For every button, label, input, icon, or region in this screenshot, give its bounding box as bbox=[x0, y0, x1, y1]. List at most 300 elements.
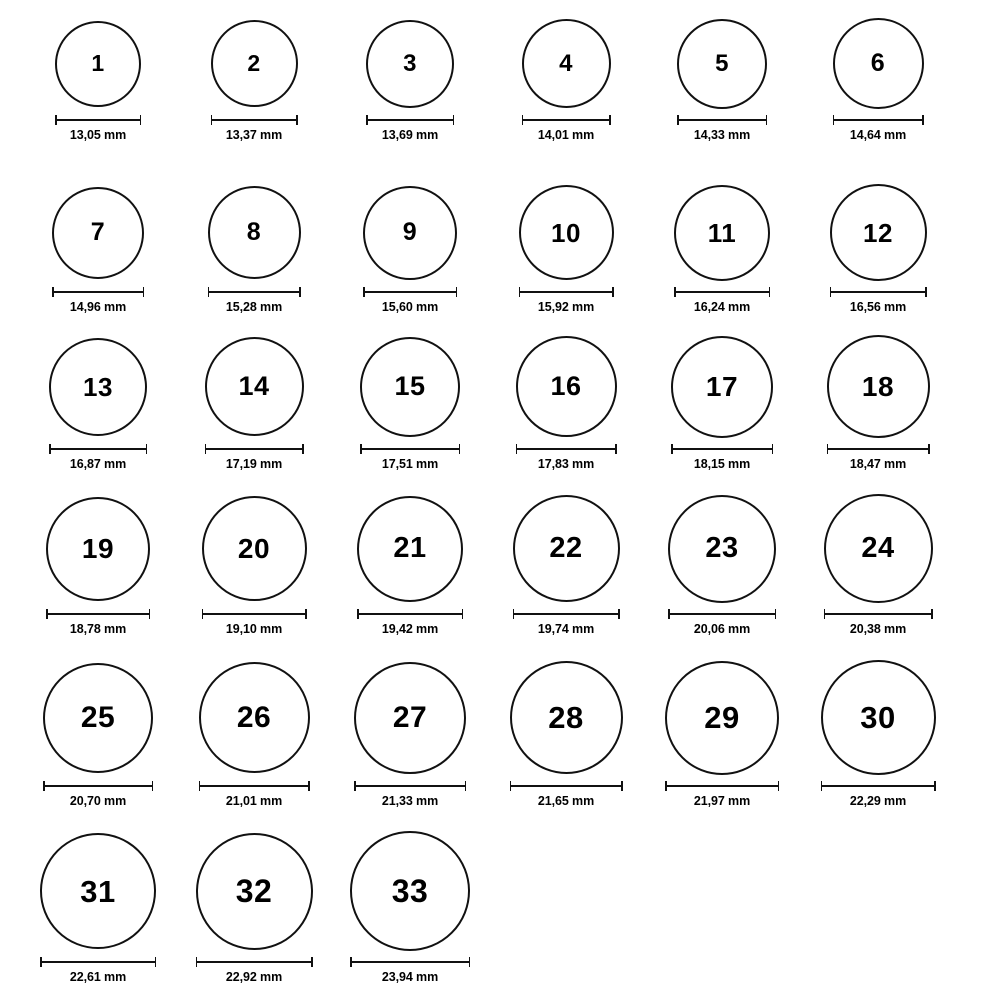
measure-tick-left bbox=[202, 609, 204, 619]
measure-line bbox=[357, 613, 463, 615]
diameter-measure-bar bbox=[513, 609, 620, 619]
ring-circle bbox=[208, 186, 301, 279]
ring-circle-wrap bbox=[205, 335, 304, 438]
ring-size-number: 20 bbox=[237, 532, 271, 564]
ring-size-number: 3 bbox=[403, 49, 417, 77]
ring-size-cell[interactable] bbox=[20, 335, 176, 471]
ring-diameter-label: 20,38 mm bbox=[849, 622, 907, 636]
ring-diameter-label: 15,28 mm bbox=[225, 300, 283, 314]
ring-size-cell[interactable] bbox=[176, 18, 332, 142]
measure-tick-left bbox=[830, 287, 832, 297]
ring-diameter-label: 14,96 mm bbox=[69, 300, 127, 314]
ring-circle bbox=[43, 663, 153, 773]
diameter-measure-bar bbox=[671, 444, 773, 454]
measure-tick-left bbox=[671, 444, 673, 454]
ring-size-cell[interactable] bbox=[644, 494, 800, 636]
ring-size-number: 4 bbox=[559, 49, 573, 77]
diameter-measure-bar bbox=[366, 115, 454, 125]
measure-line bbox=[821, 785, 936, 787]
ring-circle-wrap bbox=[55, 18, 141, 109]
measure-tick-left bbox=[510, 781, 512, 791]
ring-diameter-label: 21,33 mm bbox=[381, 794, 439, 808]
ring-size-cell[interactable] bbox=[800, 18, 956, 142]
measure-tick-left bbox=[354, 781, 356, 791]
ring-circle bbox=[40, 833, 156, 949]
ring-diameter-label: 20,70 mm bbox=[69, 794, 127, 808]
ring-size-number: 23 bbox=[705, 532, 739, 564]
ring-diameter-label: 14,01 mm bbox=[537, 128, 595, 142]
ring-size-cell[interactable] bbox=[488, 18, 644, 142]
diameter-measure-bar bbox=[350, 957, 470, 967]
ring-size-number: 31 bbox=[80, 873, 116, 909]
ring-diameter-label: 16,87 mm bbox=[69, 457, 127, 471]
ring-size-number: 22 bbox=[549, 532, 583, 564]
ring-circle-wrap bbox=[40, 831, 156, 951]
measure-tick-left bbox=[519, 287, 521, 297]
ring-diameter-label: 15,92 mm bbox=[537, 300, 595, 314]
measure-tick-left bbox=[522, 115, 524, 125]
ring-size-cell[interactable] bbox=[20, 660, 176, 808]
ring-circle bbox=[668, 495, 776, 603]
measure-tick-right bbox=[928, 444, 930, 454]
ring-circle-wrap bbox=[199, 660, 310, 775]
ring-circle bbox=[46, 497, 150, 601]
measure-line bbox=[40, 961, 156, 963]
ring-diameter-label: 19,42 mm bbox=[381, 622, 439, 636]
ring-circle bbox=[821, 660, 936, 775]
ring-circle bbox=[354, 662, 466, 774]
ring-diameter-label: 17,51 mm bbox=[381, 457, 439, 471]
measure-line bbox=[824, 613, 933, 615]
ring-circle-wrap bbox=[510, 660, 623, 775]
diameter-measure-bar bbox=[205, 444, 304, 454]
ring-size-number: 2 bbox=[247, 50, 261, 76]
ring-circle bbox=[196, 833, 313, 950]
ring-size-cell[interactable] bbox=[644, 335, 800, 471]
measure-tick-right bbox=[299, 287, 301, 297]
measure-line bbox=[205, 448, 304, 450]
measure-line bbox=[196, 961, 313, 963]
ring-circle-wrap bbox=[360, 335, 460, 438]
ring-circle-wrap bbox=[202, 494, 307, 603]
ring-circle-wrap bbox=[363, 184, 457, 281]
measure-tick-right bbox=[305, 609, 307, 619]
ring-diameter-label: 17,19 mm bbox=[225, 457, 283, 471]
diameter-measure-bar bbox=[677, 115, 767, 125]
ring-circle-wrap bbox=[674, 184, 770, 281]
ring-size-row bbox=[20, 184, 980, 335]
ring-size-cell[interactable] bbox=[332, 335, 488, 471]
measure-tick-left bbox=[821, 781, 823, 791]
ring-diameter-label: 16,56 mm bbox=[849, 300, 907, 314]
ring-size-number: 27 bbox=[392, 700, 428, 734]
ring-circle bbox=[199, 662, 310, 773]
ring-size-number: 11 bbox=[707, 217, 737, 248]
measure-tick-right bbox=[621, 781, 623, 791]
measure-line bbox=[363, 291, 457, 293]
measure-line bbox=[366, 119, 454, 121]
ring-size-number: 32 bbox=[235, 873, 273, 909]
ring-circle-wrap bbox=[350, 831, 470, 951]
measure-tick-right bbox=[465, 781, 467, 791]
measure-tick-left bbox=[833, 115, 835, 125]
measure-tick-left bbox=[360, 444, 362, 454]
measure-tick-right bbox=[612, 287, 614, 297]
measure-tick-right bbox=[778, 781, 780, 791]
diameter-measure-bar bbox=[668, 609, 776, 619]
ring-circle bbox=[516, 336, 617, 437]
ring-circle-wrap bbox=[43, 660, 153, 775]
ring-circle-wrap bbox=[513, 494, 620, 603]
measure-tick-left bbox=[196, 957, 198, 967]
ring-size-number: 19 bbox=[81, 532, 115, 564]
ring-circle bbox=[202, 496, 307, 601]
ring-diameter-label: 13,69 mm bbox=[381, 128, 439, 142]
ring-size-cell[interactable] bbox=[800, 335, 956, 471]
ring-size-number: 15 bbox=[394, 371, 426, 401]
measure-tick-right bbox=[609, 115, 611, 125]
measure-tick-left bbox=[677, 115, 679, 125]
ring-circle-wrap bbox=[830, 184, 927, 281]
measure-tick-right bbox=[140, 115, 142, 125]
diameter-measure-bar bbox=[40, 957, 156, 967]
ring-diameter-label: 14,33 mm bbox=[693, 128, 751, 142]
ring-circle bbox=[522, 19, 611, 108]
ring-size-cell[interactable] bbox=[800, 494, 956, 636]
measure-tick-left bbox=[824, 609, 826, 619]
measure-line bbox=[199, 785, 310, 787]
ring-circle bbox=[513, 495, 620, 602]
measure-tick-right bbox=[149, 609, 151, 619]
ring-diameter-label: 20,06 mm bbox=[693, 622, 751, 636]
measure-line bbox=[516, 448, 617, 450]
diameter-measure-bar bbox=[665, 781, 779, 791]
ring-size-number: 14 bbox=[238, 371, 270, 401]
ring-circle-wrap bbox=[46, 494, 150, 603]
measure-tick-right bbox=[775, 609, 777, 619]
ring-diameter-label: 18,78 mm bbox=[69, 622, 127, 636]
measure-tick-left bbox=[350, 957, 352, 967]
ring-diameter-label: 21,97 mm bbox=[693, 794, 751, 808]
ring-circle-wrap bbox=[354, 660, 466, 775]
diameter-measure-bar bbox=[827, 444, 930, 454]
ring-size-cell[interactable] bbox=[20, 184, 176, 314]
measure-line bbox=[52, 291, 144, 293]
ring-size-number: 21 bbox=[393, 532, 427, 564]
ring-circle bbox=[363, 186, 457, 280]
measure-tick-left bbox=[357, 609, 359, 619]
ring-size-row bbox=[20, 494, 980, 660]
measure-line bbox=[211, 119, 298, 121]
diameter-measure-bar bbox=[833, 115, 924, 125]
measure-line bbox=[510, 785, 623, 787]
ring-circle-wrap bbox=[665, 660, 779, 775]
diameter-measure-bar bbox=[360, 444, 460, 454]
measure-tick-left bbox=[40, 957, 42, 967]
ring-circle bbox=[55, 21, 141, 107]
ring-size-cell[interactable] bbox=[332, 18, 488, 142]
measure-line bbox=[665, 785, 779, 787]
ring-diameter-label: 23,94 mm bbox=[381, 970, 439, 984]
ring-circle-wrap bbox=[668, 494, 776, 603]
ring-size-cell[interactable] bbox=[176, 831, 332, 984]
diameter-measure-bar bbox=[519, 287, 614, 297]
ring-circle-wrap bbox=[516, 335, 617, 438]
ring-size-cell[interactable] bbox=[488, 660, 644, 808]
ring-size-cell[interactable] bbox=[800, 660, 956, 808]
ring-circle bbox=[833, 18, 924, 109]
ring-size-number: 33 bbox=[391, 873, 429, 909]
ring-diameter-label: 18,15 mm bbox=[693, 457, 751, 471]
ring-size-cell[interactable] bbox=[644, 18, 800, 142]
ring-circle bbox=[360, 337, 460, 437]
ring-circle bbox=[824, 494, 933, 603]
ring-size-number: 29 bbox=[704, 700, 740, 735]
measure-tick-right bbox=[146, 444, 148, 454]
ring-circle bbox=[510, 661, 623, 774]
ring-size-number: 28 bbox=[548, 700, 584, 735]
measure-tick-left bbox=[205, 444, 207, 454]
ring-circle bbox=[357, 496, 463, 602]
ring-circle-wrap bbox=[519, 184, 614, 281]
ring-size-number: 16 bbox=[550, 371, 582, 401]
diameter-measure-bar bbox=[821, 781, 936, 791]
diameter-measure-bar bbox=[52, 287, 144, 297]
ring-diameter-label: 22,61 mm bbox=[69, 970, 127, 984]
measure-line bbox=[674, 291, 770, 293]
measure-tick-left bbox=[208, 287, 210, 297]
ring-diameter-label: 15,60 mm bbox=[381, 300, 439, 314]
diameter-measure-bar bbox=[363, 287, 457, 297]
diameter-measure-bar bbox=[830, 287, 927, 297]
ring-diameter-label: 18,47 mm bbox=[849, 457, 907, 471]
measure-line bbox=[677, 119, 767, 121]
diameter-measure-bar bbox=[522, 115, 611, 125]
diameter-measure-bar bbox=[674, 287, 770, 297]
ring-size-number: 25 bbox=[80, 700, 116, 734]
ring-size-cell[interactable] bbox=[488, 184, 644, 314]
measure-tick-left bbox=[43, 781, 45, 791]
ring-size-number: 7 bbox=[90, 218, 106, 246]
measure-tick-right bbox=[925, 287, 927, 297]
ring-diameter-label: 13,05 mm bbox=[69, 128, 127, 142]
ring-size-cell[interactable] bbox=[800, 184, 956, 314]
ring-circle-wrap bbox=[357, 494, 463, 603]
ring-size-cell[interactable] bbox=[644, 184, 800, 314]
ring-size-number: 18 bbox=[861, 370, 895, 402]
measure-tick-left bbox=[363, 287, 365, 297]
measure-line bbox=[522, 119, 611, 121]
measure-line bbox=[55, 119, 141, 121]
ring-circle-wrap bbox=[208, 184, 301, 281]
measure-line bbox=[49, 448, 147, 450]
measure-tick-right bbox=[311, 957, 313, 967]
ring-circle-wrap bbox=[366, 18, 454, 109]
ring-circle bbox=[830, 184, 927, 281]
measure-line bbox=[671, 448, 773, 450]
ring-diameter-label: 13,37 mm bbox=[225, 128, 283, 142]
ring-size-number: 1 bbox=[91, 50, 105, 76]
diameter-measure-bar bbox=[824, 609, 933, 619]
ring-circle-wrap bbox=[49, 335, 147, 438]
measure-line bbox=[513, 613, 620, 615]
ring-size-number: 17 bbox=[705, 370, 739, 402]
ring-size-cell[interactable] bbox=[176, 335, 332, 471]
ring-diameter-label: 17,83 mm bbox=[537, 457, 595, 471]
measure-tick-right bbox=[462, 609, 464, 619]
ring-diameter-label: 19,10 mm bbox=[225, 622, 283, 636]
measure-line bbox=[354, 785, 466, 787]
ring-size-cell[interactable] bbox=[332, 831, 488, 984]
ring-size-number: 5 bbox=[715, 49, 729, 77]
ring-size-cell[interactable] bbox=[20, 18, 176, 142]
measure-tick-right bbox=[459, 444, 461, 454]
ring-circle bbox=[519, 185, 614, 280]
ring-size-number: 10 bbox=[551, 217, 581, 248]
ring-diameter-label: 19,74 mm bbox=[537, 622, 595, 636]
measure-line bbox=[833, 119, 924, 121]
measure-tick-left bbox=[665, 781, 667, 791]
measure-tick-left bbox=[366, 115, 368, 125]
measure-tick-left bbox=[52, 287, 54, 297]
measure-tick-right bbox=[308, 781, 310, 791]
ring-circle-wrap bbox=[833, 18, 924, 109]
measure-line bbox=[668, 613, 776, 615]
measure-tick-left bbox=[199, 781, 201, 791]
ring-size-cell[interactable] bbox=[20, 494, 176, 636]
ring-size-cell[interactable] bbox=[488, 494, 644, 636]
measure-tick-right bbox=[769, 287, 771, 297]
diameter-measure-bar bbox=[516, 444, 617, 454]
measure-tick-left bbox=[668, 609, 670, 619]
measure-tick-right bbox=[931, 609, 933, 619]
measure-tick-left bbox=[49, 444, 51, 454]
ring-size-number: 24 bbox=[861, 532, 895, 564]
ring-circle bbox=[677, 19, 767, 109]
diameter-measure-bar bbox=[43, 781, 153, 791]
diameter-measure-bar bbox=[354, 781, 466, 791]
measure-line bbox=[830, 291, 927, 293]
diameter-measure-bar bbox=[55, 115, 141, 125]
measure-tick-right bbox=[152, 781, 154, 791]
measure-tick-right bbox=[456, 287, 458, 297]
ring-diameter-label: 22,29 mm bbox=[849, 794, 907, 808]
measure-line bbox=[827, 448, 930, 450]
ring-diameter-label: 16,24 mm bbox=[693, 300, 751, 314]
measure-line bbox=[46, 613, 150, 615]
measure-tick-left bbox=[827, 444, 829, 454]
ring-circle-wrap bbox=[211, 18, 298, 109]
ring-circle bbox=[366, 20, 454, 108]
ring-circle bbox=[671, 336, 773, 438]
diameter-measure-bar bbox=[49, 444, 147, 454]
ring-circle bbox=[827, 335, 930, 438]
ring-circle-wrap bbox=[196, 831, 313, 951]
measure-tick-right bbox=[615, 444, 617, 454]
ring-circle bbox=[211, 20, 298, 107]
ring-size-cell[interactable] bbox=[332, 184, 488, 314]
diameter-measure-bar bbox=[208, 287, 301, 297]
measure-tick-right bbox=[296, 115, 298, 125]
ring-size-cell[interactable] bbox=[20, 831, 176, 984]
measure-line bbox=[202, 613, 307, 615]
ring-circle bbox=[350, 831, 470, 951]
measure-line bbox=[43, 785, 153, 787]
diameter-measure-bar bbox=[357, 609, 463, 619]
ring-circle-wrap bbox=[671, 335, 773, 438]
ring-circle bbox=[49, 338, 147, 436]
ring-size-number: 12 bbox=[863, 217, 893, 248]
diameter-measure-bar bbox=[510, 781, 623, 791]
measure-tick-right bbox=[766, 115, 768, 125]
ring-size-cell[interactable] bbox=[488, 335, 644, 471]
ring-size-row bbox=[20, 831, 980, 984]
ring-size-row bbox=[20, 660, 980, 831]
ring-diameter-label: 14,64 mm bbox=[849, 128, 907, 142]
ring-circle bbox=[205, 337, 304, 436]
diameter-measure-bar bbox=[46, 609, 150, 619]
measure-line bbox=[360, 448, 460, 450]
ring-size-cell[interactable] bbox=[176, 494, 332, 636]
ring-diameter-label: 22,92 mm bbox=[225, 970, 283, 984]
ring-circle-wrap bbox=[827, 335, 930, 438]
measure-tick-right bbox=[934, 781, 936, 791]
ring-circle bbox=[52, 187, 144, 279]
ring-circle-wrap bbox=[821, 660, 936, 775]
ring-diameter-label: 21,01 mm bbox=[225, 794, 283, 808]
measure-tick-right bbox=[302, 444, 304, 454]
measure-tick-left bbox=[46, 609, 48, 619]
measure-line bbox=[208, 291, 301, 293]
measure-tick-left bbox=[516, 444, 518, 454]
ring-circle bbox=[665, 661, 779, 775]
ring-size-row bbox=[20, 335, 980, 494]
ring-circle-wrap bbox=[824, 494, 933, 603]
measure-line bbox=[350, 961, 470, 963]
measure-tick-right bbox=[469, 957, 471, 967]
measure-tick-right bbox=[143, 287, 145, 297]
measure-tick-right bbox=[453, 115, 455, 125]
ring-size-number: 26 bbox=[236, 700, 272, 734]
measure-tick-left bbox=[513, 609, 515, 619]
diameter-measure-bar bbox=[211, 115, 298, 125]
measure-tick-right bbox=[618, 609, 620, 619]
ring-size-cell[interactable] bbox=[332, 660, 488, 808]
ring-size-cell[interactable] bbox=[176, 184, 332, 314]
measure-tick-left bbox=[55, 115, 57, 125]
ring-circle-wrap bbox=[52, 184, 144, 281]
measure-tick-left bbox=[211, 115, 213, 125]
measure-tick-left bbox=[674, 287, 676, 297]
measure-line bbox=[519, 291, 614, 293]
ring-circle-wrap bbox=[677, 18, 767, 109]
ring-size-cell[interactable] bbox=[644, 660, 800, 808]
ring-size-cell[interactable] bbox=[332, 494, 488, 636]
ring-circle-wrap bbox=[522, 18, 611, 109]
ring-size-number: 6 bbox=[870, 49, 886, 77]
ring-size-row bbox=[20, 18, 980, 184]
ring-size-cell[interactable] bbox=[176, 660, 332, 808]
diameter-measure-bar bbox=[199, 781, 310, 791]
ring-size-number: 13 bbox=[83, 371, 113, 402]
ring-circle bbox=[674, 185, 770, 281]
measure-tick-right bbox=[155, 957, 157, 967]
ring-diameter-label: 21,65 mm bbox=[537, 794, 595, 808]
ring-size-number: 9 bbox=[402, 218, 418, 246]
ring-size-number: 30 bbox=[860, 700, 896, 735]
measure-tick-right bbox=[772, 444, 774, 454]
measure-tick-right bbox=[922, 115, 924, 125]
